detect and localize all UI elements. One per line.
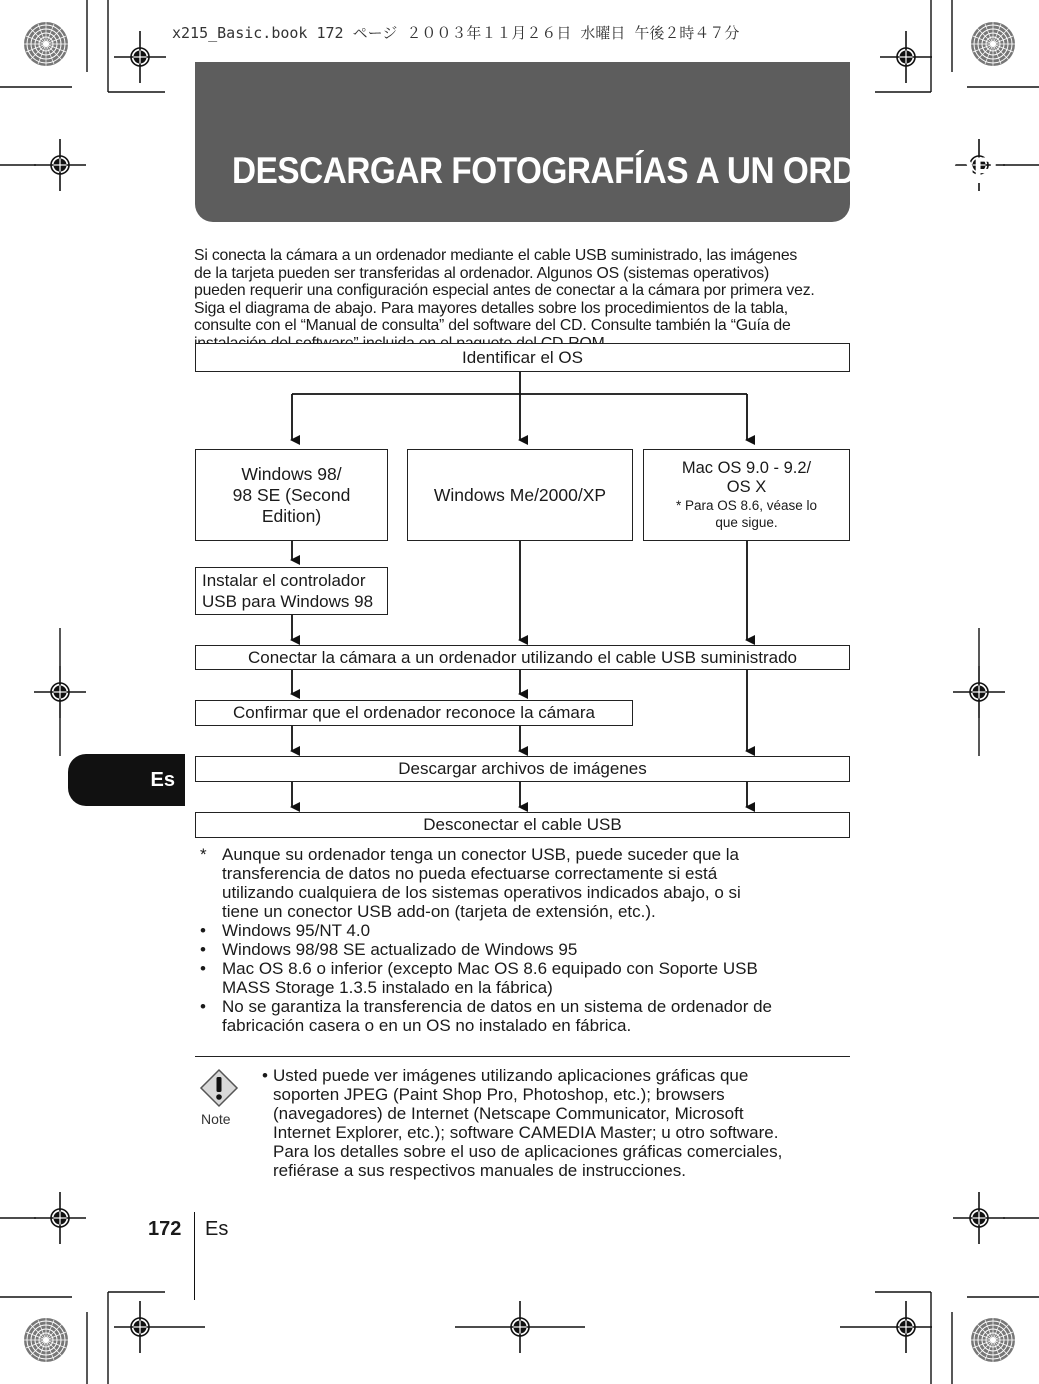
flow-windows98-line: 98 SE (Second [232,484,351,505]
note-icon-label: Note [201,1111,231,1127]
flow-mac-os [643,449,850,541]
bullet-line: MASS Storage 1.3.5 instalado en la fábrica) [222,978,553,997]
flow-confirm-recognition: Confirmar que el ordenador reconoce la cámara [195,700,633,726]
note-text-line: Para los detalles sobre el uso de aplicaciones gráficas comerciales, [273,1142,783,1161]
flow-install-line: USB para Windows 98 [202,592,374,611]
note-text-line: Usted puede ver imágenes utilizando aplicaciones gráficas que [273,1066,749,1085]
flow-windows98-line: Windows 98/ [241,463,342,484]
intro-line: consulte con el “Manual de consulta” del software del CD. Consulte también la “Guía de [194,317,791,334]
footer-language: Es [205,1218,229,1240]
bullet-line: Mac OS 8.6 o inferior (excepto Mac OS 8.6 equipado con Soporte USB [222,959,758,978]
bullet-item [196,940,856,959]
note-line: transferencia de datos no pueda efectuarse correctamente si está [222,864,718,883]
intro-line: Si conecta la cámara a un ordenador mediante el cable USB suministrado, las imágenes [194,247,798,264]
flow-mac-line: Mac OS 9.0 - 9.2/ [681,459,812,477]
flow-mac-note: que sigue. [715,515,778,530]
footer-divider [194,1212,195,1300]
bullet-marker: • [200,921,206,940]
note-line: tiene un conector USB add-on (tarjeta de extensión, etc.). [222,902,656,921]
flow-connect-camera: Conectar la cámara a un ordenador utilizando el cable USB suministrado [195,645,850,670]
bullet-line: fabricación casera o en un OS no instalado en fábrica. [222,1016,632,1035]
note-text-line: refiérase a sus respectivos manuales de instrucciones. [273,1161,686,1180]
note-text [273,1066,853,1180]
note-warning-icon [199,1068,239,1108]
note-bullet-marker: • [262,1066,268,1085]
intro-line: pueden requerir una configuración especial antes de conectar a la cámara por primera vez. [194,282,815,299]
flow-mac-note: * Para OS 8.6, véase lo [675,498,818,513]
bullet-marker: • [200,940,206,959]
bullet-line: No se garantiza la transferencia de datos en un sistema de ordenador de [222,997,773,1016]
language-side-tab: Es [68,754,185,806]
page-number: 172 [148,1218,182,1240]
page-title: DESCARGAR FOTOGRAFÍAS A UN ORDENADOR [232,150,998,191]
book-header-meta: x215_Basic.book 172 ページ ２００３年１１月２６日 水曜日 午後２時４７分 [172,24,740,42]
note-text-line: soporten JPEG (Paint Shop Pro, Photoshop, etc.); browsers [273,1085,725,1104]
bullet-item [196,921,856,940]
note-text-line: Internet Explorer, etc.); software CAMEDIA Master; u otro software. [273,1123,779,1142]
intro-line: de la tarjeta pueden ser transferidas al ordenador. Algunos OS (sistemas operativos) [194,264,770,282]
flow-windows98-line: Edition) [261,505,322,526]
flow-disconnect-usb: Desconectar el cable USB [195,812,850,838]
flow-install-line: Instalar el controlador [202,571,366,590]
note-line: Aunque su ordenador tenga un conector USB, puede suceder que la [222,845,739,864]
intro-line: Siga el diagrama de abajo. Para mayores detalles sobre los procedimientos de la tabla, [194,299,788,317]
note-text-line: (navegadores) de Internet (Netscape Communicator, Microsoft [273,1104,744,1123]
bullet-marker: • [200,959,206,978]
bullet-item [196,997,856,1035]
bullet-line: Windows 95/NT 4.0 [222,921,371,940]
flow-identify-os: Identificar el OS [195,343,850,372]
flow-download-images: Descargar archivos de imágenes [195,756,850,782]
bullet-line: Windows 98/98 SE actualizado de Windows 95 [222,940,578,959]
section-divider [195,1056,850,1057]
flow-install-usb-driver [195,567,388,615]
asterisk-note [196,845,856,921]
flow-mac-line: OS X [726,478,767,496]
flow-windows-me-2000-xp: Windows Me/2000/XP [407,449,633,541]
bullet-item [196,959,856,997]
bullet-marker: • [200,997,206,1016]
compatibility-notes [196,845,856,1035]
flow-windows98 [195,449,388,541]
asterisk-marker: * [200,845,207,864]
note-line: utilizando cualquiera de los sistemas operativos indicados abajo, o si [222,883,741,902]
